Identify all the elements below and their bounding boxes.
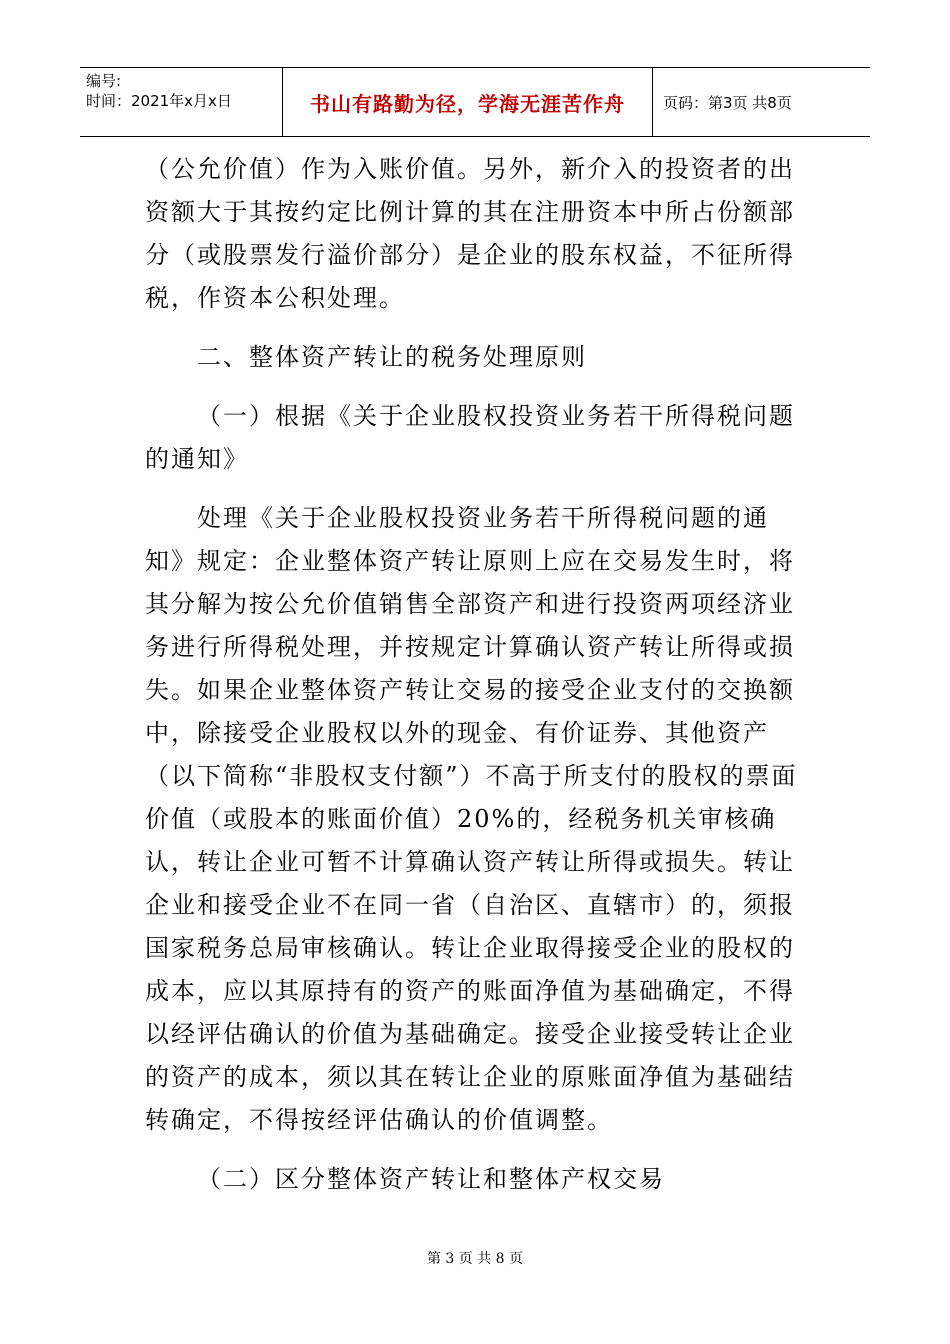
section-heading: 二、整体资产转让的税务处理原则 [197, 343, 587, 371]
header-motto: 书山有路勤为径，学海无涯苦作舟 [283, 68, 653, 136]
body-paragraph: （公允价值）作为入账价值。另外，新介入的投资者的出资额大于其按约定比例计算的其在注册资本中所占份额部分（或股票发行溢价部分）是企业的股东权益，不征所得税，作资本公积处理。 [145, 155, 795, 312]
body-paragraph: 处理《关于企业股权投资业务若干所得税问题的通知》规定：企业整体资产转让原则上应在交易发生时，将其分解为按公允价值销售全部资产和进行投资两项经济业务进行所得税处理，并按规定计算确认资产转让所得或损失。如果企业整体资产转让交易的接受企业支付的交换额中，除接受企业股权以外的现金、有价证券、其他资产（以下简称“非股权支付额”）不高于所支付的股权的票面价值（或股本的账面价值）20%的，经税务机关审核确认，转让企业可暂不计算确认资产转让所得或损失。转让企业和接受企业不在同一省（自治区、直辖市）的，须报国家税务总局审核确认。转让企业取得接受企业的股权的成本，应以其原持有的资产的账面净值为基础确定，不得以经评估确认的价值为基础确定。接受企业接受转让企业的资产的成本，须以其在转让企业的原账面净值为基础结转确定，不得按经评估确认的价值调整。 [145, 504, 798, 1134]
header-page-info: 页码：第3页 共8页 [663, 93, 792, 112]
document-body [145, 148, 805, 1201]
page-header [80, 67, 870, 137]
document-number-label: 编号: [86, 72, 122, 90]
subsection-heading: （一）根据《关于企业股权投资业务若干所得税问题的通知》 [145, 402, 795, 473]
header-meta-cell [80, 68, 283, 136]
document-time-label: 时间：2021年x月x日 [86, 92, 232, 110]
page-footer: 第 3 页 共 8 页 [426, 1251, 524, 1267]
subsection-heading: （二）区分整体资产转让和整体产权交易 [197, 1165, 665, 1193]
